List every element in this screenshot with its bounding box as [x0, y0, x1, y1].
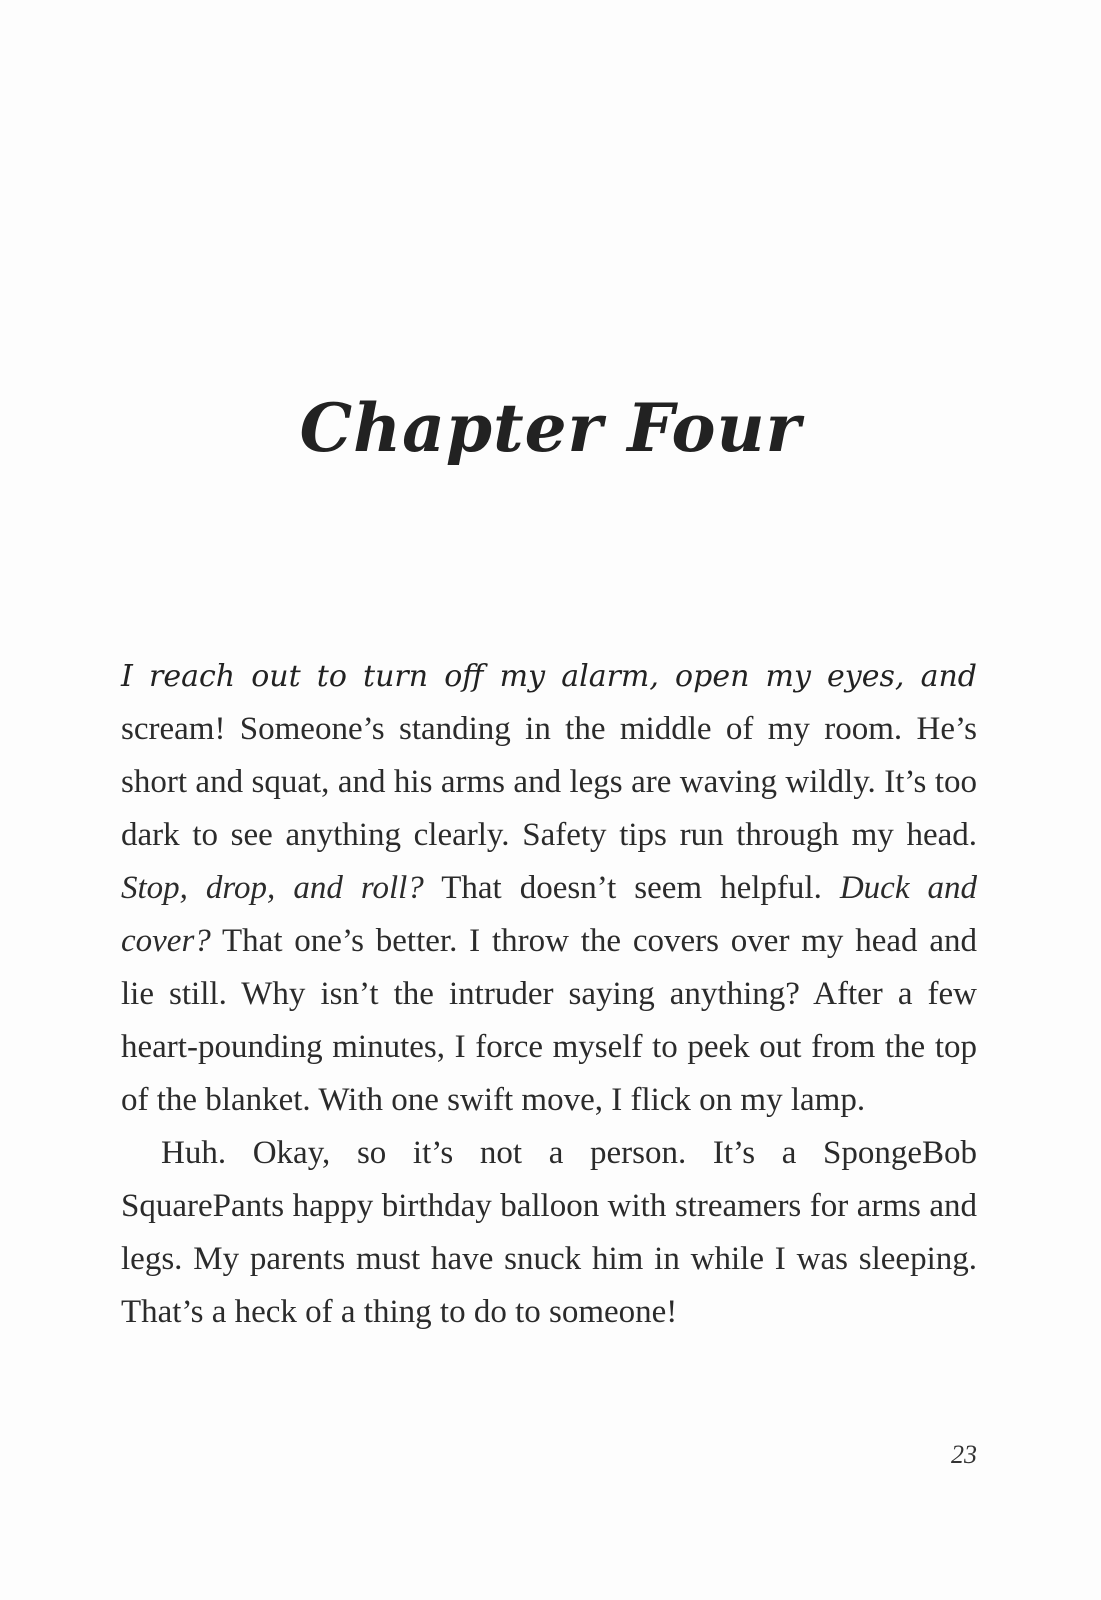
lead-in-text: I reach out to turn off my alarm, open my eyes, and	[121, 659, 977, 694]
body-segment: That doesn’t seem helpful.	[423, 870, 840, 906]
body-segment: scream! Someone’s standing in the middle of my room. He’s short and squat, and his arms and legs are waving wildly. It’s too dark to see anything clearly. Safety tips run through my head.	[121, 711, 977, 853]
paragraph-1	[121, 650, 977, 1127]
chapter-body	[121, 650, 977, 1339]
chapter-title: Chapter Four	[299, 389, 802, 468]
italic-phrase: Stop, drop, and roll?	[121, 870, 424, 906]
body-segment: That one’s better. I throw the covers over my head and lie still. Why isn’t the intruder saying anything? After a few heart-pounding minutes, I force myself to peek out from the top of the blanket. With one swift move, I flick on my lamp.	[121, 923, 977, 1118]
italic-phrase: Duck and cover?	[121, 870, 977, 959]
page-number: 23	[951, 1440, 977, 1469]
paragraph-2	[121, 1127, 977, 1339]
body-segment: Huh. Okay, so it’s not a person. It’s a SpongeBob SquarePants happy birthday balloon with streamers for arms and legs. My parents must have snuck him in while I was sleeping. That’s a heck of a thing to do to someone!	[121, 1135, 977, 1330]
